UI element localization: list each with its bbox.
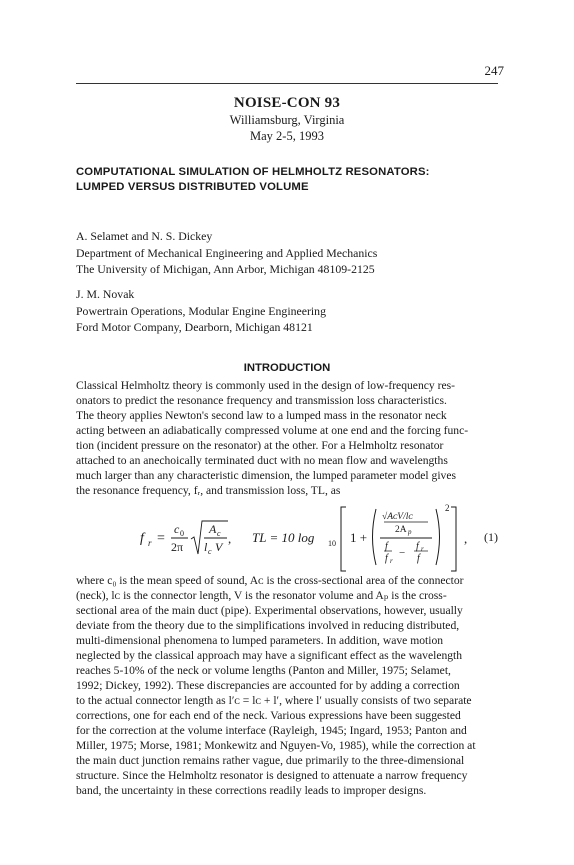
eq-one-plus: 1 + bbox=[350, 530, 368, 545]
equation-1 bbox=[140, 499, 500, 577]
eq-comma: , bbox=[228, 531, 232, 546]
body-paragraph bbox=[76, 573, 498, 798]
text-line: sectional area of the main duct (pipe). Experimental observations, however, usually bbox=[76, 604, 463, 617]
eq-Ac: A bbox=[209, 522, 217, 536]
eq-Ap-sub: p bbox=[408, 528, 412, 536]
eq-c0-sub: 0 bbox=[180, 529, 184, 538]
eq-den-f: f bbox=[385, 541, 388, 552]
text-line: reaches 5-10% of the neck or volume lengths (Panton and Miller, 1975; Selamet, bbox=[76, 664, 451, 677]
eq-den-fr-sub: r bbox=[390, 557, 393, 565]
text-line: much larger than any characteristic dimension, the lumped parameter model gives bbox=[76, 469, 456, 482]
eq-minus: − bbox=[399, 547, 406, 559]
conference-name: NOISE-CON 93 bbox=[233, 95, 341, 111]
author-block-2 bbox=[76, 286, 326, 336]
eq-2pi: 2π bbox=[171, 540, 184, 554]
eq-log-sub: 10 bbox=[328, 539, 336, 548]
text-line: the main duct junction remains rather vague, due primarily to the three-dimensional bbox=[76, 754, 465, 767]
eq-Ac-sub: c bbox=[217, 529, 221, 538]
text-line: to the actual connector length as l′ᴄ = lᴄ + l′, where l′ usually consists of two separate bbox=[76, 694, 472, 707]
eq-lc: l bbox=[204, 540, 208, 554]
text-line: band, the uncertainty in these corrections readily leads to improper designs. bbox=[76, 784, 427, 797]
title-line: LUMPED VERSUS DISTRIBUTED VOLUME bbox=[76, 181, 309, 193]
intro-paragraph bbox=[76, 378, 498, 498]
text-line: Miller, 1975; Morse, 1981; Monkewitz and Nguyen-Vo, 1985), while the correction at bbox=[76, 739, 476, 752]
eq-2Ap: 2A bbox=[395, 525, 407, 535]
text-line: where c₀ is the mean speed of sound, Aᴄ is the cross-sectional area of the connector bbox=[76, 574, 464, 587]
text-line: onators to predict the resonance frequency and transmission loss characteristics. bbox=[76, 394, 447, 407]
author-department: Department of Mechanical Engineering and Applied Mechanics bbox=[76, 245, 378, 260]
text-line: multi-dimensional phenomena to lumped parameters. In addition, wave motion bbox=[76, 634, 444, 647]
eq-right-paren bbox=[436, 509, 440, 565]
eq-den-fr2: f bbox=[416, 541, 419, 552]
eq-equals: = bbox=[157, 531, 165, 546]
equation-number: (1) bbox=[484, 530, 498, 544]
text-line: (neck), lᴄ is the connector length, V is the resonator volume and Aₚ is the cross- bbox=[76, 589, 447, 602]
conference-dates: May 2-5, 1993 bbox=[250, 129, 324, 143]
text-line: The theory applies Newton's second law to a lumped mass in the resonator neck bbox=[76, 409, 447, 422]
author-affiliation: The University of Michigan, Ann Arbor, Michigan 48109-2125 bbox=[76, 262, 375, 276]
text-line: for the correction at the volume interface (Rayleigh, 1945; Ingard, 1953; Panton and bbox=[76, 724, 467, 737]
text-line: neglected by the classical approach may have a significant effect as the wavelength bbox=[76, 649, 463, 662]
eq-right-bracket bbox=[451, 507, 456, 571]
text-line: the resonance frequency, fᵣ, and transmission loss, TL, as bbox=[76, 484, 341, 497]
author-names: J. M. Novak bbox=[76, 287, 135, 301]
eq-num-top: √AᴄV/lᴄ bbox=[382, 512, 413, 522]
text-line: attached to an anechoically terminated duct with no mean flow and wavelengths bbox=[76, 454, 448, 467]
page-number: 247 bbox=[484, 63, 504, 78]
eq-den-f2: f bbox=[417, 553, 420, 564]
author-department: Powertrain Operations, Modular Engine Engineering bbox=[76, 303, 326, 318]
eq-c0: c bbox=[174, 522, 180, 536]
section-heading: INTRODUCTION bbox=[243, 362, 331, 374]
eq-TL: TL = 10 log bbox=[252, 530, 315, 545]
eq-trail-comma: , bbox=[464, 531, 468, 546]
eq-V: V bbox=[215, 540, 223, 554]
text-line: structure. Since the Helmholtz resonator is designed to attenuate a narrow frequency bbox=[76, 769, 468, 782]
conference-header bbox=[0, 95, 574, 144]
eq-exponent: 2 bbox=[445, 503, 450, 513]
author-names: A. Selamet and N. S. Dickey bbox=[76, 229, 213, 243]
text-line: acting between an adiabatically compressed volume at one end and the forcing func- bbox=[76, 424, 469, 437]
paper-title bbox=[76, 165, 506, 195]
author-block-1 bbox=[76, 228, 377, 278]
text-line: deviate from the theory due to the simplifications involved in reducing distributed, bbox=[76, 619, 460, 632]
eq-den-fr2-sub: r bbox=[421, 545, 424, 553]
author-affiliation: Ford Motor Company, Dearborn, Michigan 48121 bbox=[76, 320, 313, 334]
title-line: COMPUTATIONAL SIMULATION OF HELMHOLTZ RESONATORS: bbox=[76, 166, 430, 178]
eq-den-fr: f bbox=[385, 553, 388, 564]
eq-fr: f bbox=[140, 531, 144, 546]
text-line: Classical Helmholtz theory is commonly used in the design of low-frequency res- bbox=[76, 379, 455, 392]
text-line: tion (incident pressure on the resonator) at the other. For a Helmholtz resonator bbox=[76, 439, 444, 452]
text-line: corrections, one for each end of the neck. Various expressions have been suggested bbox=[76, 709, 461, 722]
conference-location: Williamsburg, Virginia bbox=[229, 113, 345, 127]
eq-left-bracket bbox=[341, 507, 346, 571]
text-line: 1992; Dickey, 1992). These discrepancies are accounted for by adding a correction bbox=[76, 679, 460, 692]
header-rule bbox=[76, 83, 498, 84]
eq-left-paren bbox=[373, 509, 377, 565]
eq-lc-sub: c bbox=[208, 547, 212, 556]
eq-fr-sub: r bbox=[148, 538, 152, 548]
